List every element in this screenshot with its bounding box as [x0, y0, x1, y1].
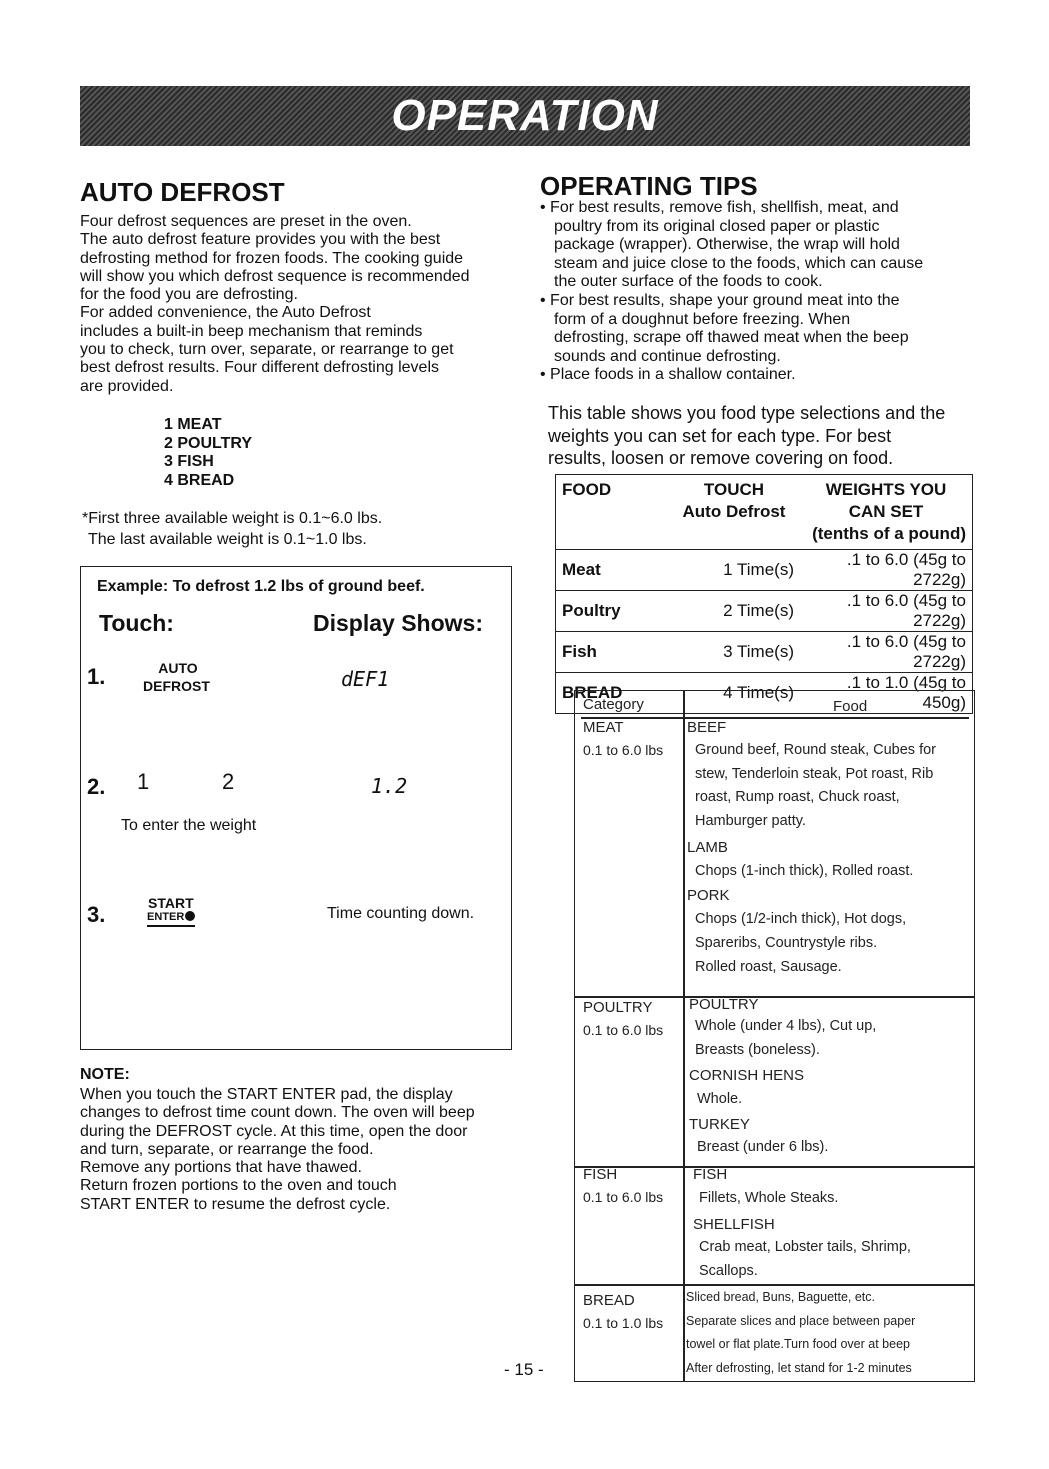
- fish-foods: FISH Fillets, Whole Steaks. SHELLFISH Crab meat, Lobster tails, Shrimp, Scallops.: [693, 1166, 911, 1279]
- display-countdown: Time counting down.: [327, 905, 475, 922]
- food-category-table: [574, 690, 975, 1382]
- tip-item: • For best results, remove fish, shellfish, meat, and poultry from its original closed paper or plastic package (wrapper). Otherwise, the wrap will hold steam and juice close to the foods, which can cause the outer surface of the foods to cook.: [540, 199, 924, 291]
- note-label: NOTE:: [80, 1066, 130, 1083]
- bread-foods: Sliced bread, Buns, Baguette, etc. Separate slices and place between paper towel or flat plate.Turn food over at beep After defrosting, let stand for 1-2 minutes: [686, 1290, 916, 1375]
- step-2-number: 2.: [87, 774, 106, 799]
- defrost-levels-list: 1 MEAT 2 POULTRY 3 FISH 4 BREAD: [164, 416, 253, 489]
- operating-tips-heading: OPERATING TIPS: [540, 171, 758, 201]
- weight-note: *First three available weight is 0.1~6.0 lbs. The last available weight is 0.1~1.0 lbs.: [82, 510, 383, 549]
- auto-defrost-heading: AUTO DEFROST: [80, 177, 285, 207]
- key-1: 1: [137, 769, 150, 794]
- section-banner: [80, 86, 970, 146]
- display-label: Display Shows:: [313, 610, 483, 636]
- auto-defrost-key: AUTO: [158, 660, 198, 676]
- tip-item: • Place foods in a shallow container.: [540, 366, 796, 384]
- start-key-label: START: [148, 895, 194, 911]
- step-2-note: To enter the weight: [121, 817, 257, 834]
- category-poultry: POULTRY 0.1 to 6.0 lbs: [583, 999, 664, 1038]
- touch-label: Touch:: [99, 610, 174, 636]
- enter-key: ENTER: [147, 911, 195, 927]
- col-weights: WEIGHTS YOU CAN SET (tenths of a pound): [812, 480, 966, 543]
- example-box: [80, 566, 512, 1050]
- table-row: Poultry 2 Time(s) .1 to 6.0 (45g to 2722g): [556, 591, 973, 632]
- display-weight: 1.2: [371, 774, 408, 798]
- note-text: When you touch the START ENTER pad, the display changes to defrost time count down. The oven will beep during the DEFROST cycle. At this time, open the door and turn, separate, or rearrange the food. Remove any portions that have thawed. Return frozen portions to the oven and touch START ENTER to resume the defrost cycle.: [80, 1086, 475, 1213]
- step-1-number: 1.: [87, 664, 106, 689]
- table-intro: This table shows you food type selections and the weights you can set for each type. For best results, loosen or remove covering on food.: [548, 403, 946, 468]
- table-row: BREAD 4 Time(s) .1 to 1.0 (45g to 450g): [556, 673, 973, 714]
- weights-table-header: [556, 475, 973, 550]
- category-bread: BREAD 0.1 to 1.0 lbs: [583, 1292, 664, 1331]
- header-category: Category: [583, 696, 644, 713]
- start-icon: [185, 911, 195, 921]
- col-food: FOOD: [562, 480, 612, 499]
- tips-list: [540, 199, 980, 385]
- meat-foods: BEEF Ground beef, Round steak, Cubes for stew, Tenderloin steak, Pot roast, Rib roast, Rump roast, Chuck roast, Hamburger patty. LAMB Chops (1-inch thick), Rolled roast. PORK Chops (1/2-inch thick), Hot dogs, Spareribs, Countrystyle ribs. Rolled roast, Sausage.: [687, 719, 937, 975]
- column-divider: [683, 691, 685, 1381]
- banner-title: OPERATION: [391, 91, 659, 140]
- table-row: Meat 1 Time(s) .1 to 6.0 (45g to 2722g): [556, 550, 973, 591]
- weights-table: [555, 474, 973, 714]
- category-meat: MEAT 0.1 to 6.0 lbs: [583, 719, 664, 758]
- auto-defrost-intro: Four defrost sequences are preset in the oven. The auto defrost feature provides you with the best defrosting method for frozen foods. The cooking guide will show you which defrost sequence is recommended for the food you are defrosting. For added convenience, the Auto Defrost includes a built-in beep mechanism that reminds you to check, turn over, separate, or rearrange to get best defrost results. Four different defrosting levels are provided.: [80, 213, 470, 395]
- page-number: - 15 -: [504, 1360, 544, 1379]
- key-2: 2: [222, 769, 235, 794]
- table-row: Fish 3 Time(s) .1 to 6.0 (45g to 2722g): [556, 632, 973, 673]
- poultry-foods: POULTRY Whole (under 4 lbs), Cut up, Breasts (boneless). CORNISH HENS Whole. TURKEY Breast (under 6 lbs).: [689, 996, 877, 1155]
- header-food: Food: [833, 698, 868, 715]
- display-def1: dEF1: [341, 667, 390, 691]
- example-title: Example: To defrost 1.2 lbs of ground beef.: [97, 578, 425, 595]
- tip-item: • For best results, shape your ground meat into the form of a doughnut before freezing. When defrosting, scrape off thawed meat when the beep sounds and continue defrosting.: [540, 291, 909, 365]
- col-touch: TOUCH Auto Defrost: [682, 480, 786, 521]
- auto-defrost-key-label: DEFROST: [143, 678, 210, 694]
- step-3-number: 3.: [87, 902, 106, 927]
- category-fish: FISH 0.1 to 6.0 lbs: [583, 1166, 664, 1205]
